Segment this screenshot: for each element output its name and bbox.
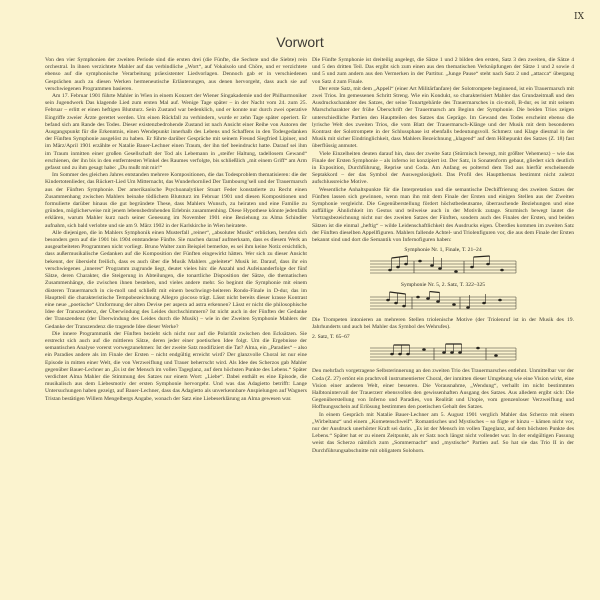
paragraph: Der erste Satz, mit dem „Appell“ (einer Art Militärfanfare) der Solotrompete beginnend, ist ein Trauermarsch mit zwei Trios. Im gemessenen Schritt Streng. Wie ein Kondukt, so charakterisiert Mahler das Grundzeitmaß und den Ausdruckscharakter des Satzes, der seine Tonartgebärde des Trauermarsches in cis-moll, B-dur, es ist mit seinem Marschcharakter der frühe Überschrift der Trauermarsch am Beginn der Symphonie. Die beiden Trios zeigen unterschiedliche Partien den Hauptteilen des Satzes das Gepräge. Im Gewand des Todes erscheint ebenso die lyrische Welt des zweiten Trios, die vom Blatt der Trauermarsch-Klänge und der Musik mit dem besonderen Kontrast der Solotrompete in der Schlussphase ist ebenfalls bedeutungsvoll. Schmerz und Klage diesmal in der Musik mit sicher Eindringlichkeit, dass Mahlers Bezeichnung „klagend“ auf dem Höhepunkt des Satzes (Z. 18) fast überflüssig anmutet. [312,85,574,150]
paragraph: Im Sommer des gleichen Jahres entstanden mehrere Kompositionen, die das Todesproblem thematisieren: die der Kindertotenlieder, das Rückert-Lied Um Mitternacht, das Wunderhornlied Der Tamboursg’sell und der Trauermarsch aus der Fünften Symphonie. Der amerikanische Psychoanalytiker Stuart Feder konstatierte zu Recht einen Zusammenhang zwischen Mahlers beinahe tödlichem Blutsturz im Februar 1901 und diesen Kompositionen und formulierte darüber hinaus die gut begründete These, dass Mahlers Wunsch, zu heiraten und eine Familie zu gründen, möglicherweise mit jenem lebensbedrohenden Erlebnis zusammenhing. Diese Hypothese könnte jedenfalls erklären, warum Mahler kurz nach seiner Genesung im November 1901 eine Beziehung zu Alma Schindler aufnahm, sich bald verlobte und sie am 9. März 1902 in der Karlskirche in Wien heiratete. [45,172,307,229]
music-example-staff-1 [368,255,518,279]
paragraph: Die innere Programmatik der Fünften bezieht sich nicht nur auf die Polarität zwischen den Ecksätzen. Sie erstreckt sich auch auf die mittleren Sätze, deren jeder einer poetischen Idee folgt. Um die Ergebnisse der semantischen Analyse vorerst vorwegzunehmen: Ist der zweite Satz modifiziert die Tat? Alma, ein „Paradies“ – also ein Paradies andere als im Finale der Ersten – nicht endgültig erreicht wird? Der glanzvolle Choral ist nur eine Episode in mitten einer Welt, die von Verzweiflung und Trauer beherrscht wird. Als Idee des Scherzos gab Mahler gegenüber Bauer-Lechner an „Es ist der Mensch im vollen Tageglanz, auf dem höchsten Punkte des Lebens.“ Später verdichtet Alma Mahler die Stimmung des Satzes nur einem Wort: „Liebe“. Dabei enthält es eine Episode, die musikalisch aus dem Liebesmotiv der ersten Symphonie hervorgeht. Und was das Adagietto betrifft: Lange Untersuchungen haben gezeigt, auf Bauer-Lechner, dass das Adagietto als unverkennbare Anspielungen auf Wagners Tristan bestätigen Willem Mengelbergs Angabe, wonach der Satz eine Liebeserklärung an Alma gewesen war. [45,330,307,402]
paragraph: Den mehrfach vorgetragene Selbsterinnerung an den zweiten Trio des Trauermarsches entlehnt. Unmittelbar vor der Coda (Z. 27) ertönt ein prachtvoll instrumentierter Choral, der inmitten dieser Umgebung wie eine Vision wirkt, eine Vision einer anderen Welt, einer besseren. Die Vorausnahme, „Wendung“, verhallt im nicht bestimmten Halbtonintervall der Trauerzerr ebensvollen den gewissenhaften Ausgang des Satzes. Aus alledem ergibt sich: Die Gegenüberstellung von Inferno und Paradies, von Realität und Utopie, vom grenzenloser Verzweiflung und Hoffnungsschein auf Erlösung bestimmen den poetischen Gehalt des Satzes. [312,368,574,411]
music-example-caption: Symphonie Nr. 5, 2. Satz, T. 322–325 [400,282,486,289]
music-example-staff-2 [368,291,518,315]
paragraph: Am 17. Februar 1901 führte Mahler in Wien in einem Konzert der Wiener Singakademie und der Philharmoniker sein Jugendwerk Das klagende Lied zum ersten Mal auf. Wenige Tage später – in der Nacht vom 24. zum 25. Februar – erlitt er einen heftigen Blutsturz. Sein Zustand war bedenklich, und er konnte nur durch zwei operative Eingriffe zweier Ärzte gerettet werden. Um einen Rückfall zu verhindern, wurde er zehn Tage später operiert. Er befand sich am Rande des Todes. Dieser existenzbedrohende Zustand ist nach Ansicht einer Reihe von Autoren der Ausgangspunkt für die Erkenntnis, einen Wendepunkt innerhalb des Lebens und Schaffens in den Todesgedanken der Fünften Symphonie ausgelöst zu haben. Er führte darüber Gespräche mit seinem Freund Siegfried Lipiner, und im März/April 1901 erzählte er Natalie Bauer-Lechner einen Traum, der ihn tief beeindruckt hatte. Darauf sei ihm im Traum inmitten einer großen Gesellschaft der Tod als Lebemann in „steifer Haltung, tadellosem Gewand“ erschienen, der ihn bis in den entferntesten Winkel des Raumes verfolgte, bis schließlich „mit einem Griff“ am Arm gefasst und zu ihm gesagt habe: „Du mußt mit mir!“ [45,93,307,172]
paragraph: Die Trompeten intonieren an mehreren Stellen triolenische Motive (der Triolenruf ist in der Musik des 19. Jahrhunderts und auch bei Mahler das Symbol des Wehrufes). [312,316,574,330]
paragraph: Viele Einzelheiten deuten darauf hin, dass der zweite Satz (Stürmisch bewegt, mit größter Vehemenz) – wie das Finale der Ersten Symphonie – als inferno ist konzipiert ist. Der Satz, in Sonatenform gebaut, gliedert sich deutlich in Exposition, Durchführung, Reprise und Coda. Am Anfang es polternd dem Tod aus hierfür erscheinende Septakkord – der das Symbol der Auswegslosigkeit. Das Profil des Hauptthemas bestimmt nicht zuletzt aufschlussreiche Motive. [312,150,574,186]
music-example-staff-3 [368,342,518,366]
paragraph: Die Fünfte Symphonie ist dreiteilig angelegt, die Sätze 1 und 2 bilden den ersten, Satz 3 den zweiten, die Sätze 4 und 5 den dritten Teil. Das ergibt sich zum einen aus den thematischen Verknüpfungen der Sätze 1 und 2 sowie 4 und 5 und zum andern aus den Vermerken in der Partitur. „Junge Pause“ steht nach Satz 2 und „attacca“ übergang von Satz 4 zum Finale. [312,57,574,85]
paragraph: Von den vier Symphonien der zweiten Periode sind die ersten drei (die Fünfte, die Sechste und die Siebte) rein orchestral. In ihnen verzichtete Mahler auf das verbindliche „Wort“, auf Vokalsolo und Chöre, und er verzichtete ebenso auf die symphonische Verarbeitung präexistenter Liedvorlagen. Dennoch gab er in verschiedenen Gesprächen auch zu diesen Werken hermeneutische Erläuterungen, aus denen hervorgeht, dass auch sie auf verschwiegenen Programmen basieren. [45,57,307,92]
music-example-caption: 2. Satz, T. 65–67 [312,334,350,341]
left-text-column [45,57,307,403]
paragraph: In einem Gespräch mit Natalie Bauer-Lechner am 5. August 1901 verglich Mahler das Scherzo mit einem „Wirbeltanz“ und einem „Kometenschweif“. Romantisches und Mystisches – so fügte er hinzu – kämen nicht vor, nur der Ausdruck unerhörter Kraft sei darin. „Es ist der Mensch im vollen Tageglanz, auf dem höchsten Punkte des Lebens.“ Später hat er zu einem Zeitpunkt, als er Satz noch längst nicht vollendet war. In der endgültigen Fassung weist das Scherzo nämlich zum „Sommernacht“ und „mystische“ Partien auf. So hat sie das Trio II in der Durchführungsabschnitte mit obligatem Solohorn. [312,411,574,454]
page-number: IX [574,12,584,22]
page-title: Vorwort [276,34,324,50]
paragraph: Alle diejenigen, die in Mahlers Symphonik einen Musterfall „reiner“, „absoluter Musik“ erblicken, berufen sich besonders gern auf die 1901 bis 1904 entstandene Fünfte. Sie machen darauf aufmerksam, dass es diesem Werk an ausgearbeiteten Programmen nicht vorliegt. Bruno Walter zum Beispiel bemerkte, es sei ihm keine Notiz ersichtlich, dass außermusikalische Gedanken auf die Komposition der Fünften eingewirkt hätten. Wer sich zu dieser Ansicht bekennt, der übersieht freilich, dass es auch über die Musik Mahlers „geleitete“ Musik ist. Darauf, dass ihr ein verschwiegenes „inneres“ Programm zugrunde liegt, deutet vieles hin: die Anzahl und Aufeinanderfolge der fünf Sätze, deren Charakter, die Steigerung in Abteilungen, die tonartliche Disposition der Sätze, die thematischen Zusammenhänge, die zwischen ihnen bestehen, und vieles andere mehr. So beginnt die Symphonie mit einem düsteren Trauermarsch in cis-moll und schließt mit einem beschwingt-heiteren Rondo-Finale in D-dur, das im Hauptteil die charakteristische Tempobezeichnung Allegro giocoso trägt. Lässt nicht bereits dieser krasse Kontrast eine neue „poetische“ Umformung der alten Devise per aspera ad astra erkennen? Lässt er nicht die philosophische Idee der Transzendenz, der Überwindung des Leides durchschimmern? Ist nicht auch in der Fünften der Gedanke der Transzendenz (der Überwindung des Leides durch die Musik) – wie in der Zweiten Symphonie Mahlers der Gedanke der Transzendenz die tragende Idee dieser Werke? [45,229,307,330]
music-example-caption: Symphonie Nr. 1, Finale, T. 21–24 [404,247,482,254]
paragraph: Wesentliche Anhaltspunkte für die Interpretation und die semantische Dechiffrierung des zweiten Satzes der Fünften lassen sich gewinnen, wenn man ihn mit dem Finale der Ersten und einigen Stellen aus der Zweiten Symphonie vergleicht. Die Gegenüberstellung fördert höchstbedeutsame, überraschende Beziehungen und eine auffällige Ähnlichkeit im Gestus und teilweise auch in der Motivik zutage. Sturmisch bewegt lautet die Vortragsbezeichnung nicht nur des zweiten Satzes der Fünften, sondern auch des Finales der Ersten, und beiden Sätzen ist die einmal „heftig“ – wilde Leidenschaftlichkeit des Ausdrucks eigen. Überdies kommen im zweiten Satz der Fünften dieselben Appellfiguren. Mahlers fallende Achtel- und Triolenfiguren vor, die aus dem Finale der Ersten bekannt sind und dort die Semantik von Infernofiguren haben: [312,186,574,244]
right-text-column [312,57,574,455]
